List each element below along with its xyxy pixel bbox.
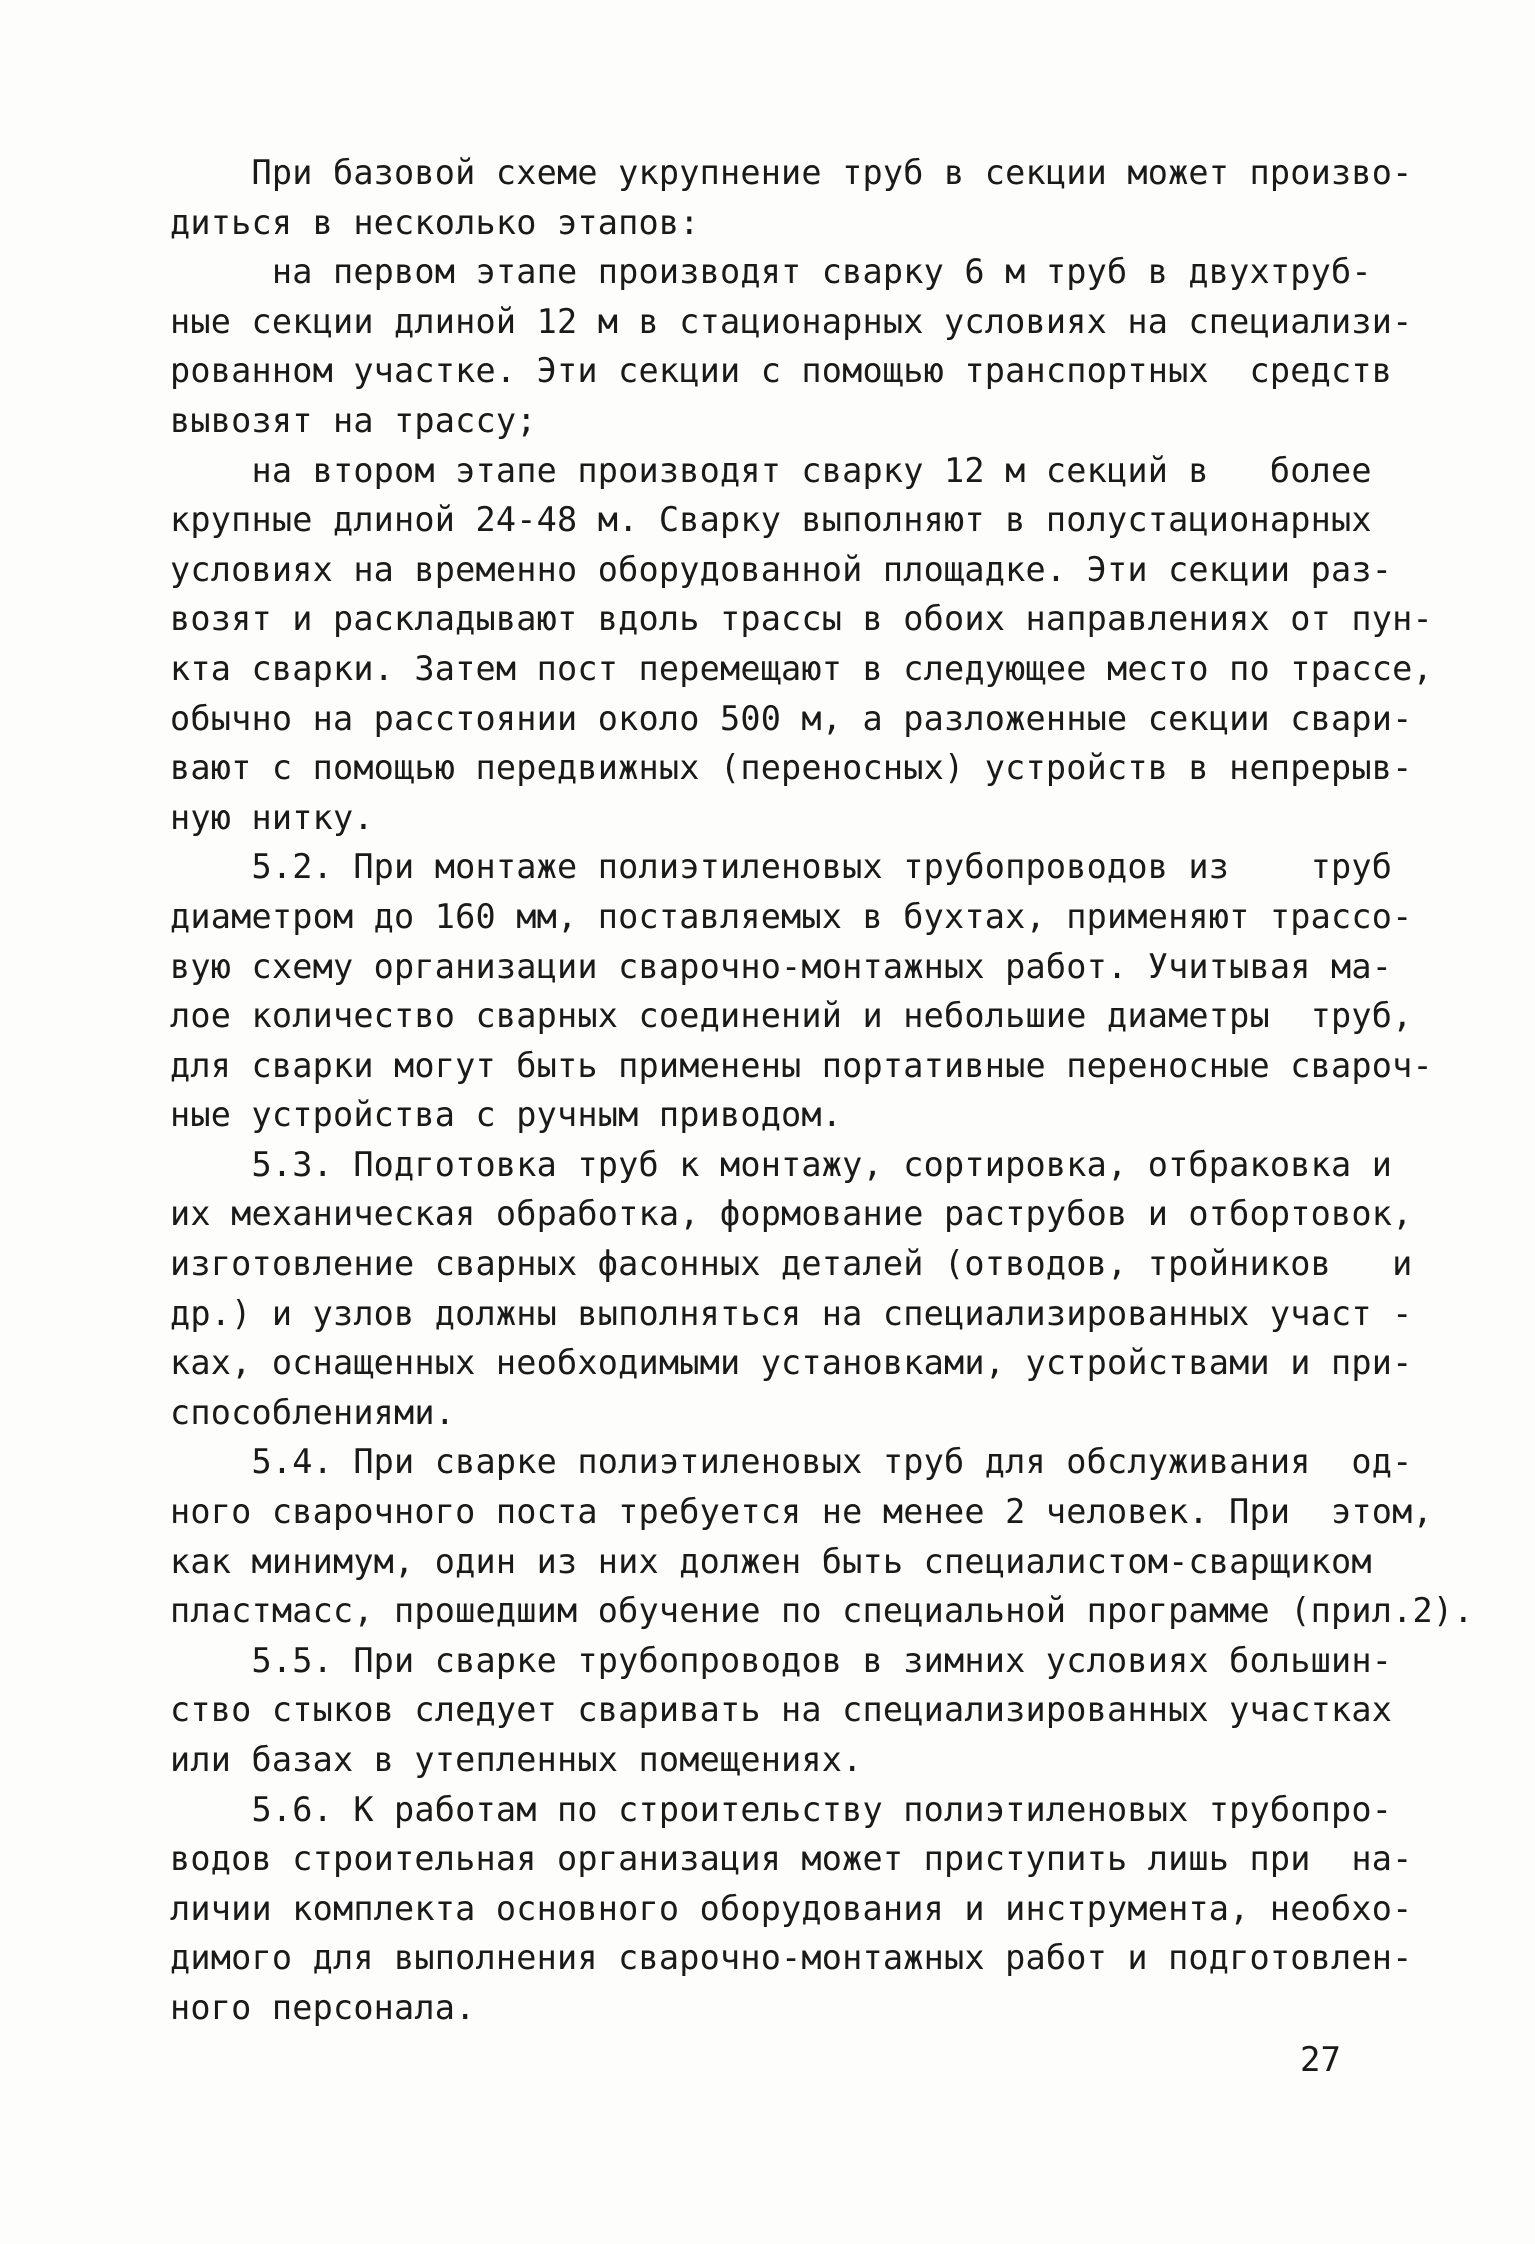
text-line: условиях на временно оборудованной площадке. Эти секции раз- bbox=[170, 549, 1393, 589]
text-line: лое количество сварных соединений и небольшие диаметры труб, bbox=[170, 996, 1413, 1036]
text-line: водов строительная организация может приступить лишь при на- bbox=[170, 1839, 1413, 1879]
body-text bbox=[170, 148, 1474, 2033]
text-line: или базах в утепленных помещениях. bbox=[170, 1740, 863, 1779]
text-line: вую схему организации сварочно-монтажных работ. Учитывая ма- bbox=[170, 946, 1393, 986]
text-line: способлениями. bbox=[170, 1392, 456, 1432]
text-line: ство стыков следует сваривать на специализированных участках bbox=[170, 1690, 1393, 1730]
page-number: 27 bbox=[1300, 2040, 1341, 2080]
text-line: вывозят на трассу; bbox=[170, 400, 537, 440]
text-line: изготовление сварных фасонных деталей (отводов, тройников и bbox=[170, 1244, 1413, 1284]
text-line: возят и раскладывают вдоль трассы в обоих направлениях от пун- bbox=[170, 599, 1433, 639]
text-line: ные устройства с ручным приводом. bbox=[170, 1095, 843, 1135]
text-line: димого для выполнения сварочно-монтажных работ и подготовлен- bbox=[170, 1938, 1413, 1978]
text-line: обычно на расстоянии около 500 м, а разложенные секции свари- bbox=[170, 698, 1413, 738]
text-line: для сварки могут быть применены портативные переносные свароч- bbox=[170, 1045, 1433, 1085]
text-line: рованном участке. Эти секции с помощью транспортных средств bbox=[170, 351, 1393, 391]
text-line: диаметром до 160 мм, поставляемых в бухтах, применяют трассо- bbox=[170, 896, 1413, 936]
text-line: ные секции длиной 12 м в стационарных условиях на специализи- bbox=[170, 301, 1413, 341]
text-line: др.) и узлов должны выполняться на специализированных участ - bbox=[170, 1293, 1413, 1333]
text-line: ках, оснащенных необходимыми установками, устройствами и при- bbox=[170, 1343, 1413, 1383]
text-line: вают с помощью передвижных (переносных) устройств в непрерыв- bbox=[170, 748, 1413, 788]
text-line: ного сварочного поста требуется не менее 2 человек. При этом, bbox=[170, 1492, 1433, 1532]
text-line: При базовой схеме укрупнение труб в секции может произво- bbox=[170, 153, 1413, 192]
text-line: 5.2. При монтаже полиэтиленовых трубопроводов из труб bbox=[170, 847, 1393, 887]
text-line: ную нитку. bbox=[170, 797, 374, 837]
text-line: их механическая обработка, формование раструбов и отбортовок, bbox=[170, 1194, 1413, 1234]
text-line: личии комплекта основного оборудования и инструмента, необхо- bbox=[170, 1888, 1413, 1928]
text-line: на первом этапе производят сварку 6 м труб в двухтруб- bbox=[170, 252, 1372, 292]
text-line: пластмасс, прошедшим обучение по специальной программе (прил.2). bbox=[170, 1591, 1474, 1631]
text-line: диться в несколько этапов: bbox=[170, 202, 700, 242]
text-line: как минимум, один из них должен быть специалистом-сварщиком bbox=[170, 1541, 1372, 1581]
text-line: 5.6. К работам по строительству полиэтиленовых трубопро- bbox=[170, 1789, 1393, 1829]
text-line: на втором этапе производят сварку 12 м секций в более bbox=[170, 450, 1372, 490]
text-line: 5.4. При сварке полиэтиленовых труб для обслуживания од- bbox=[170, 1442, 1413, 1482]
text-line: 5.3. Подготовка труб к монтажу, сортировка, отбраковка и bbox=[170, 1144, 1393, 1184]
text-line: 5.5. При сварке трубопроводов в зимних условиях большин- bbox=[170, 1640, 1393, 1680]
text-line: ного персонала. bbox=[170, 1987, 476, 2027]
text-line: кта сварки. Затем пост перемещают в следующее место по трассе, bbox=[170, 648, 1433, 688]
text-line: крупные длиной 24-48 м. Сварку выполняют в полустационарных bbox=[170, 500, 1372, 540]
